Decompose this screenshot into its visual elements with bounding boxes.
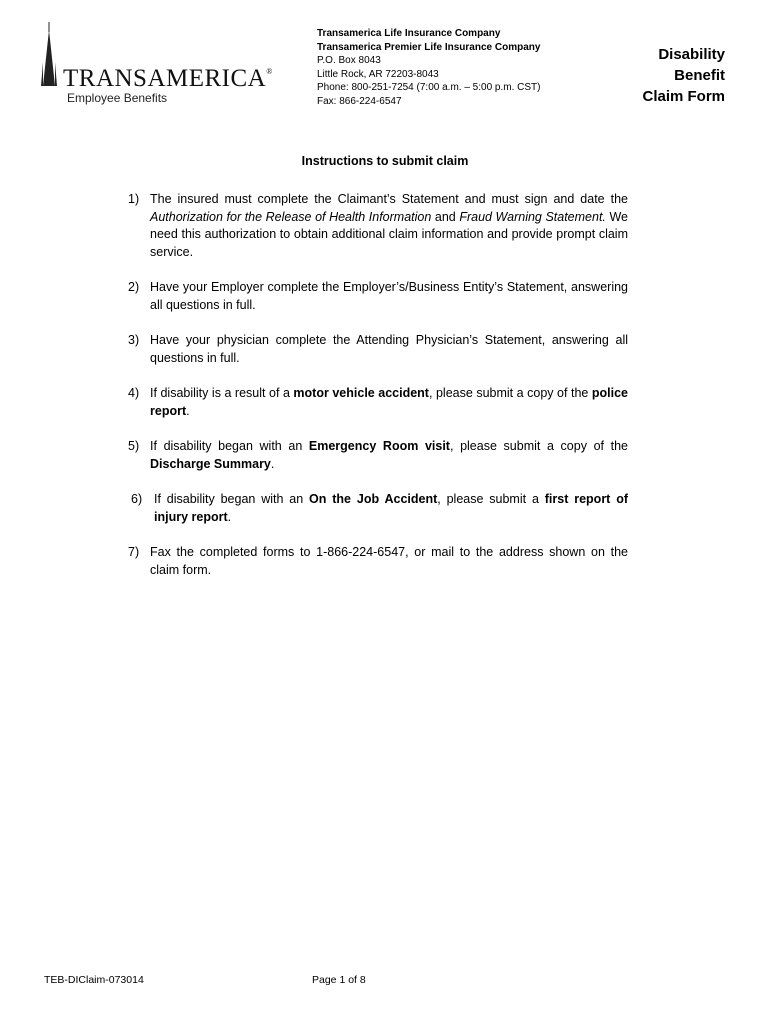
instructions-list — [128, 191, 628, 597]
instruction-text: . — [270, 456, 275, 471]
form-title-line: Disability — [658, 46, 725, 63]
form-id: TEB-DIClaim-073014 — [44, 974, 144, 986]
instruction-number: 6) — [131, 492, 143, 506]
instruction-item — [128, 279, 628, 314]
instruction-number: 5) — [128, 439, 140, 453]
instruction-text: Emergency Room visit — [308, 439, 450, 453]
instruction-text: Fraud Warning Statement. — [459, 209, 606, 224]
instruction-text: If disability began with an — [150, 439, 309, 453]
city-state-zip: Little Rock, AR 72203-8043 — [317, 68, 439, 80]
pyramid-building-icon — [38, 22, 60, 90]
instruction-text: . — [186, 403, 190, 418]
form-title-line: Claim Form — [642, 88, 725, 105]
instruction-text: . — [227, 509, 232, 524]
instruction-number: 3) — [128, 333, 140, 347]
instruction-text: On the Job Accident — [309, 492, 438, 506]
instruction-text: , please submit a — [437, 492, 545, 506]
instruction-text: If disability began with an — [154, 492, 310, 506]
instructions-title: Instructions to submit claim — [301, 154, 469, 168]
phone: Phone: 800-251-7254 (7:00 a.m. – 5:00 p.m. CST) — [317, 82, 541, 93]
instruction-text: police report — [150, 386, 629, 418]
instruction-item — [128, 438, 628, 473]
instruction-text: We need this authorization to obtain additional claim information and provide prompt claim service. — [150, 209, 629, 259]
instruction-text: If disability is a result of a — [150, 386, 294, 400]
logo-division: Employee Benefits — [67, 91, 168, 105]
company-name: Transamerica Premier Life Insurance Company — [317, 41, 541, 53]
instruction-text: motor vehicle accident — [293, 386, 429, 400]
instruction-text: , please submit a copy of the — [449, 439, 629, 453]
instruction-text: first report of injury report — [154, 492, 628, 524]
company-name: Transamerica Life Insurance Company — [317, 28, 501, 39]
instruction-text: Authorization for the Release of Health Information — [150, 209, 432, 224]
instruction-text: Have your Employer complete the Employer’s/Business Entity’s Statement, answering all questions in full. — [150, 280, 628, 312]
instruction-item — [128, 191, 628, 261]
instruction-item — [128, 332, 628, 367]
instruction-text: Have your physician complete the Attending Physician’s Statement, answering all questions in full. — [150, 333, 628, 365]
transamerica-logo — [38, 22, 273, 106]
instruction-number: 7) — [128, 545, 140, 559]
instruction-text: and — [431, 209, 460, 224]
logo-wordmark: TRANSAMERICA® — [63, 65, 273, 92]
company-address-block — [317, 27, 540, 108]
page-number: Page 1 of 8 — [312, 974, 366, 986]
fax: Fax: 866-224-6547 — [317, 95, 402, 107]
instruction-text: Fax the completed forms to 1-866-224-6547, or mail to the address shown on the claim form. — [150, 545, 628, 577]
instruction-text: Discharge Summary — [150, 456, 271, 471]
instruction-item — [128, 385, 628, 420]
instruction-text: , please submit a copy of the — [428, 386, 592, 400]
instruction-text: The insured must complete the Claimant’s Statement and must sign and date the — [150, 192, 628, 206]
po-box: P.O. Box 8043 — [317, 55, 381, 66]
form-title — [642, 44, 725, 107]
instruction-item — [128, 544, 628, 579]
instruction-number: 2) — [128, 280, 140, 294]
instruction-number: 1) — [128, 192, 140, 206]
instruction-number: 4) — [128, 386, 140, 400]
form-title-line: Benefit — [674, 67, 725, 84]
instruction-item — [128, 491, 628, 526]
